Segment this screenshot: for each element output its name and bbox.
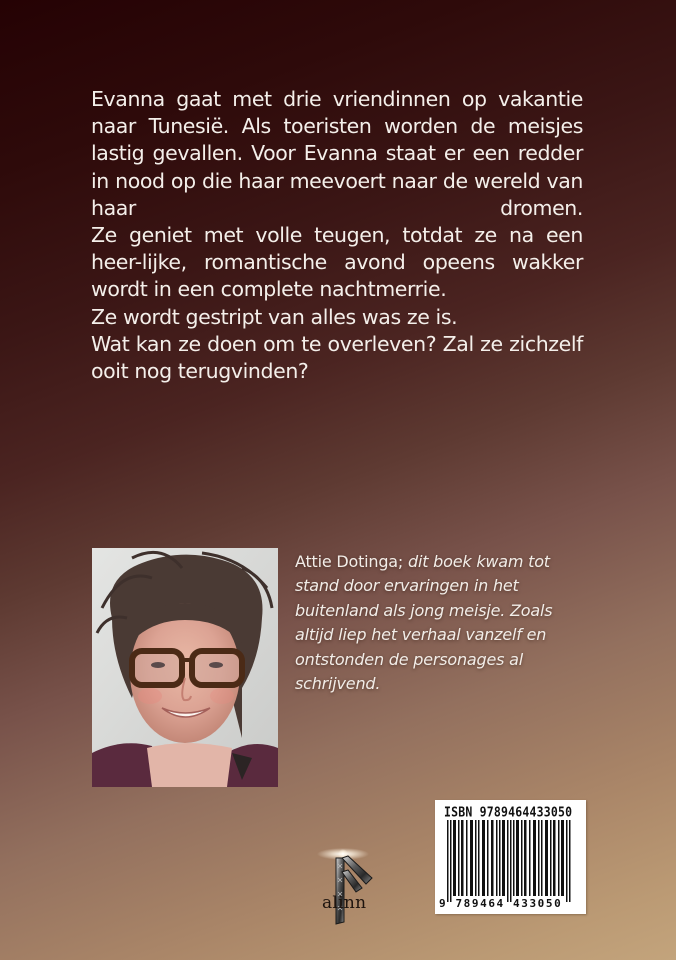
publisher-logo <box>300 838 395 928</box>
blurb-paragraph-3: Ze wordt gestript van alles was ze is. <box>91 304 458 329</box>
publisher-wordmark: alinn <box>322 893 367 913</box>
barcode-icon <box>447 820 575 902</box>
author-bio <box>295 550 595 696</box>
author-photo <box>92 548 278 787</box>
author-name: Attie Dotinga <box>295 552 398 571</box>
isbn-barcode <box>435 800 586 914</box>
blurb-text <box>91 86 583 385</box>
isbn-digits: 9 789464 433050 <box>439 897 563 910</box>
blurb-paragraph-4: Wat kan ze doen om te overleven? Zal ze zichzelf ooit nog terugvinden? <box>91 331 583 384</box>
author-separator: ; <box>397 552 404 571</box>
blurb-paragraph-2: Ze geniet met volle teugen, totdat ze na een heer-lijke, romantische avond opeens wakker wordt in een complete nachtmerrie. <box>91 223 583 302</box>
author-bio-text: dit boek kwam tot stand door ervaringen in het buitenland als jong meisje. Zoals altijd liep het verhaal vanzelf en ontstonden de personages al schrijvend. <box>295 552 553 694</box>
blurb-paragraph-1: Evanna gaat met drie vriendinnen op vakantie naar Tunesië. Als toeristen worden de meisjes lastig gevallen. Voor Evanna staat er een redder in nood op die haar meevoert naar de wereld van haar dromen. <box>91 87 583 220</box>
palinn-logo-icon <box>300 838 395 928</box>
isbn-label: ISBN 9789464433050 <box>444 804 573 821</box>
